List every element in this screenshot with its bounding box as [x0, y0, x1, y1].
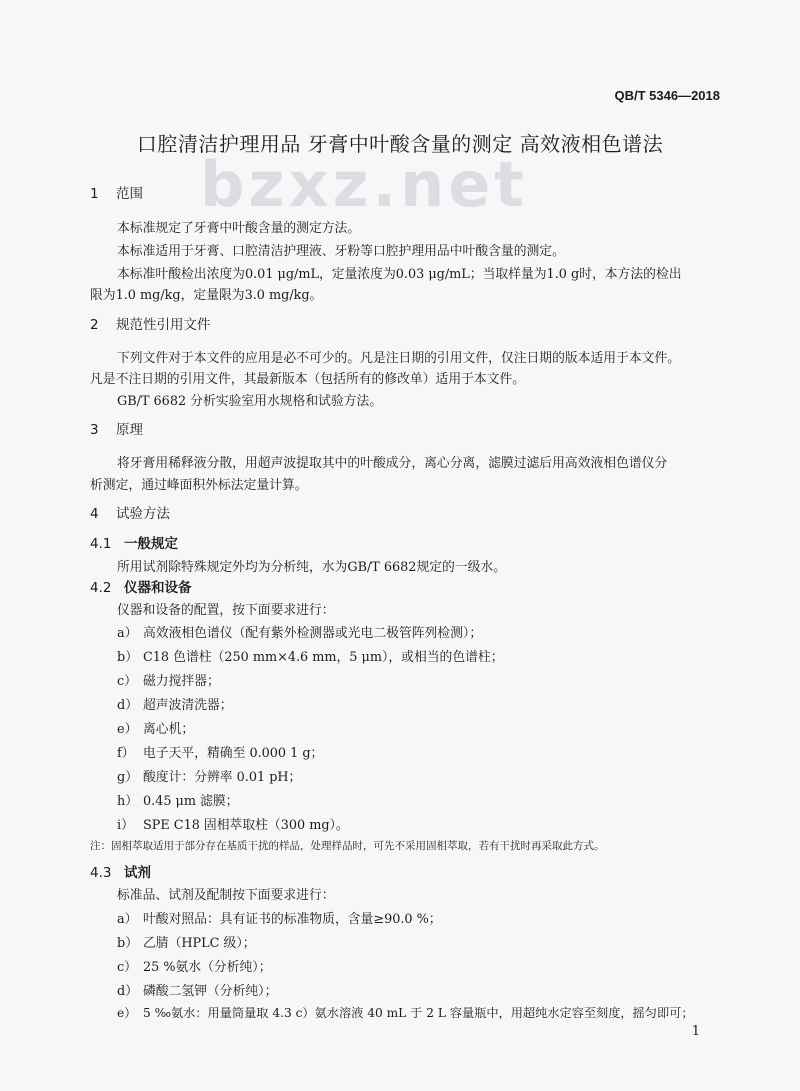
section-3-heading: 3 原理	[90, 422, 143, 438]
page-number: 1	[691, 1024, 700, 1039]
s3-paragraph-1a: 将牙膏用稀释液分散，用超声波提取其中的叶酸成分，离心分离，滤膜过滤后用高效液相色谱仪分	[117, 456, 668, 471]
list-item: i） SPE C18 固相萃取柱（300 mg）。	[117, 818, 349, 833]
list-item: a） 叶酸对照品：具有证书的标准物质，含量≥90.0 %；	[117, 912, 442, 927]
section-1-heading: 1 范围	[90, 186, 143, 202]
s2-reference: GB/T 6682 分析实验室用水规格和试验方法。	[117, 394, 383, 409]
s41-paragraph-1: 所用试剂除特殊规定外均为分析纯，水为GB/T 6682规定的一级水。	[117, 560, 507, 575]
list-item: b） C18 色谱柱（250 mm×4.6 mm，5 μm），或相当的色谱柱；	[117, 650, 504, 665]
s43-intro: 标准品、试剂及配制按下面要求进行：	[117, 888, 335, 903]
list-item: g） 酸度计：分辨率 0.01 pH；	[117, 770, 302, 785]
standard-code: QB/T 5346—2018	[614, 88, 720, 103]
section-2-heading: 2 规范性引用文件	[90, 317, 211, 333]
list-item: h） 0.45 μm 滤膜；	[117, 794, 239, 809]
list-item: e） 离心机；	[117, 722, 195, 737]
list-item: d） 超声波清洗器；	[117, 698, 233, 713]
watermark: bzxz.net	[200, 148, 528, 221]
list-item: a） 高效液相色谱仪（配有紫外检测器或光电二极管阵列检测）；	[117, 626, 483, 641]
s2-paragraph-1a: 下列文件对于本文件的应用是必不可少的。凡是注日期的引用文件，仅注日期的版本适用于本文件。	[117, 351, 681, 366]
section-4-2-heading: 4.2 仪器和设备	[90, 580, 192, 596]
list-item: c） 25 %氨水（分析纯）；	[117, 960, 272, 975]
section-4-3-heading: 4.3 试剂	[90, 865, 151, 881]
s1-paragraph-2: 本标准适用于牙膏、口腔清洁护理液、牙粉等口腔护理用品中叶酸含量的测定。	[117, 244, 565, 259]
list-item: d） 磷酸二氢钾（分析纯）；	[117, 984, 278, 999]
s1-paragraph-3b: 限为1.0 mg/kg，定量限为3.0 mg/kg。	[90, 288, 323, 303]
s42-intro: 仪器和设备的配置，按下面要求进行：	[117, 603, 335, 618]
list-item: f） 电子天平，精确至 0.000 1 g；	[117, 746, 324, 761]
s42-note: 注：固相萃取适用于部分存在基质干扰的样品，处理样品时，可先不采用固相萃取，若有干扰时再采取此方式。	[90, 840, 605, 852]
page-title: 口腔清洁护理用品 牙膏中叶酸含量的测定 高效液相色谱法	[136, 132, 664, 156]
list-item: e） 5 ‰氨水：用量筒量取 4.3 c）氨水溶液 40 mL 于 2 L 容量瓶中，用超纯水定容至刻度，摇匀即可；	[117, 1006, 694, 1020]
list-item: c） 磁力搅拌器；	[117, 674, 220, 689]
s1-paragraph-3a: 本标准叶酸检出浓度为0.01 μg/mL，定量浓度为0.03 μg/mL；当取样量为1.0 g时，本方法的检出	[117, 267, 682, 282]
section-4-1-heading: 4.1 一般规定	[90, 536, 178, 552]
list-item: b） 乙腈（HPLC 级）；	[117, 936, 256, 951]
s3-paragraph-1b: 析测定，通过峰面积外标法定量计算。	[90, 478, 308, 493]
s1-paragraph-1: 本标准规定了牙膏中叶酸含量的测定方法。	[117, 221, 361, 236]
s2-paragraph-1b: 凡是不注日期的引用文件，其最新版本（包括所有的修改单）适用于本文件。	[90, 372, 526, 387]
section-4-heading: 4 试验方法	[90, 506, 170, 522]
